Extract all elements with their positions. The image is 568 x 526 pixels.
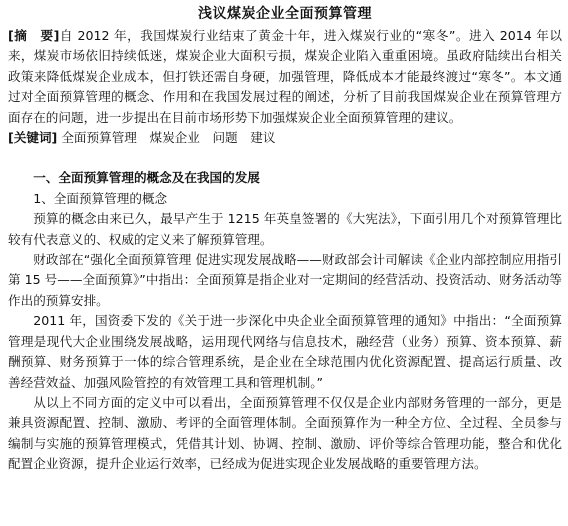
- abstract-text: 自 2012 年，我国煤炭行业结束了黄金十年，进入煤炭行业的“寒冬”。进入 2014 年以来，煤炭市场依旧持续低迷，煤炭企业大面积亏损，煤炭企业陷入重重困境。虽政府陆续出台相关政策来降低煤炭企业成本，但打铁还需自身硬，加强管理，降低成本才能最终渡过“寒冬”。本文通过对全面预算管理的概念、作用和在我国发展过程的阐述，分析了目前我国煤炭企业在预算管理方面存在的问题，进一步提出在目前市场形势下加强煤炭企业全面预算管理的建议。: [8, 28, 562, 125]
- body-paragraph: 2011 年，国资委下发的《关于进一步深化中央企业全面预算管理的通知》中指出：“全面预算管理是现代大企业围绕发展战略，运用现代网络与信息技术，融经营（业务）预算、资本预算、薪酬预算、财务预算于一体的综合管理系统，是企业在全球范围内优化资源配置、提高运行质量、改善经营效益、加强风险管控的有效管理工具和管理机制。”: [8, 313, 562, 390]
- keywords: [8, 128, 562, 148]
- abstract: [8, 26, 562, 128]
- abstract-label: [摘 要]: [8, 28, 60, 43]
- keywords-label: [关键词]: [8, 130, 58, 146]
- document-title: 浅议煤炭企业全面预算管理: [198, 6, 372, 22]
- section-heading: 一、全面预算管理的概念及在我国的发展: [33, 170, 260, 186]
- body-paragraph: 财政部在“强化全面预算管理 促进实现发展战略——财政部会计司解读《企业内部控制应用指引第 15 号——全面预算》”中指出：全面预算是指企业对一定期间的经营活动、投资活动、财务活动等作出的预算安排。: [8, 252, 562, 308]
- keywords-list: 全面预算管理 煤炭企业 问题 建议: [61, 130, 276, 146]
- body-paragraph: 预算的概念由来已久，最早产生于 1215 年英皇签署的《大宪法》，下面引用几个对预算管理比较有代表意义的、权威的定义来了解预算管理。: [8, 211, 562, 247]
- body-paragraph: 从以上不同方面的定义中可以看出，全面预算管理不仅仅是企业内部财务管理的一部分，更是兼具资源配置、控制、激励、考评的全面管理体制。全面预算作为一种全方位、全过程、全员参与编制与实施的预算管理模式，凭借其计划、协调、控制、激励、评价等综合管理功能，整合和优化配置企业资源，提升企业运行效率，已经成为促进实现企业发展战略的重要管理方法。: [8, 394, 562, 472]
- subsection-heading: 1、全面预算管理的概念: [33, 190, 168, 206]
